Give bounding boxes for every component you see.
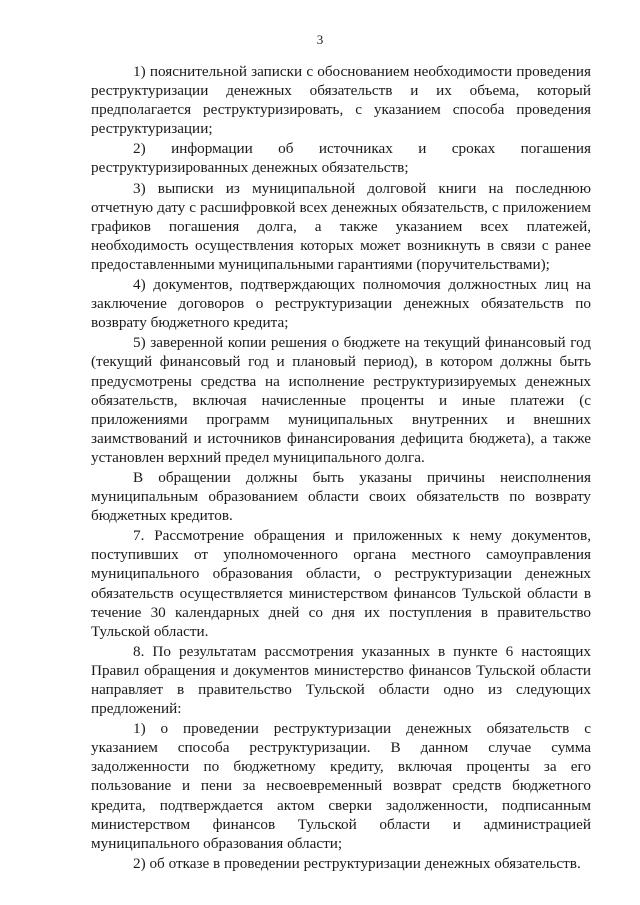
page-number: 3 [316, 32, 324, 47]
paragraph-appeal-reasons: В обращении должны быть указаны причины неисполнения муниципальным образованием области своих обязательств по возврату бюджетных кредитов. [91, 468, 591, 525]
paragraph-proposal-1-restructuring: 1) о проведении реструктуризации денежных обязательств с указанием способа реструктуризации. В данном случае сумма задолженности по бюджетному кредиту, включая проценты за его пользование и пени за несвоевременный возврат средств бюджетного кредита, подтверждается актом сверки задолженности, подписанным министерством финансов Тульской области и администрацией муниципального образования области; [91, 720, 591, 852]
paragraph-section-8-results: 8. По результатам рассмотрения указанных в пункте 6 настоящих Правил обращения и документов министерство финансов Тульской области направляет в правительство Тульской области одно из следующих предложений: [91, 642, 591, 718]
paragraph-item-3-debt-book-extract: 3) выписки из муниципальной долговой книги на последнюю отчетную дату с расшифровкой всех денежных обязательств, с приложением графиков погашения долга, а также указанием всех платежей, необходимость осуществления которых может возникнуть в связи с ранее предоставленными муниципальными гарантиями (поручительствами); [91, 179, 591, 273]
paragraph-item-1-explanatory-note: 1) пояснительной записки с обоснованием необходимости проведения реструктуризации денежных обязательств и их объема, который предполагается реструктуризировать, с указанием способа проведения реструктуризации; [91, 63, 591, 138]
paragraph-item-2-sources-info: 2) информации об источниках и сроках погашения реструктуризированных денежных обязательств; [91, 140, 591, 177]
paragraph-item-4-authority-documents: 4) документов, подтверждающих полномочия должностных лиц на заключение договоров о реструктуризации денежных обязательств по возврату бюджетного кредита; [91, 276, 591, 332]
document-body [91, 62, 591, 874]
paragraph-proposal-2-refusal: 2) об отказе в проведении реструктуризации денежных обязательств. [133, 854, 581, 872]
paragraph-section-7-review: 7. Рассмотрение обращения и приложенных к нему документов, поступивших от уполномоченного органа местного самоуправления муниципального образования области, о реструктуризации денежных обязательств осуществляется министерством финансов Тульской области в течение 30 календарных дней со дня их поступления в правительство Тульской области. [91, 527, 591, 640]
paragraph-item-5-budget-decision-copy: 5) заверенной копии решения о бюджете на текущий финансовый год (текущий финансовый год и плановый период), в котором должны быть предусмотрены средства на исполнение реструктуризируемых денежных обязательств, включая начисленные проценты и иные платежи (с приложениями программ муниципальных внутренних и внешних заимствований и источников финансирования дефицита бюджета), а также установлен верхний предел муниципального долга. [91, 334, 591, 466]
